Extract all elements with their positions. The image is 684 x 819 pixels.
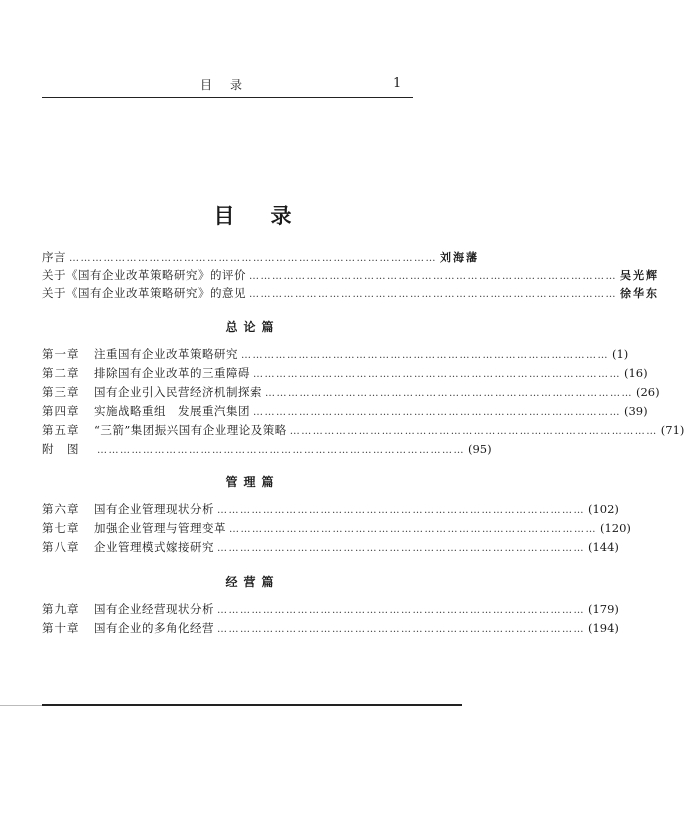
chapter-number: 第八章	[42, 540, 80, 554]
entry-page: (95)	[468, 442, 492, 456]
entry-title: 序言	[42, 250, 66, 264]
dot-leader: ……………………………………………………………………………………	[217, 624, 585, 635]
entry-title: 关于《国有企业改革策略研究》的评价	[42, 268, 246, 282]
dot-leader: ……………………………………………………………………………………	[69, 253, 437, 264]
dot-leader: ……………………………………………………………………………………	[265, 388, 633, 399]
entry-title: 实施战略重组 发展重汽集团	[94, 404, 250, 418]
page-number: 1	[393, 76, 402, 91]
toc-entry-chapter-10[interactable]	[42, 619, 619, 637]
entry-page: (194)	[588, 621, 619, 635]
section-heading: 经营篇	[225, 575, 280, 589]
running-head-title: 目录	[200, 78, 261, 92]
entry-page: (120)	[600, 521, 631, 535]
page-title: 目录	[213, 204, 328, 228]
entry-page: (26)	[636, 385, 660, 399]
chapter-number: 第七章	[42, 521, 80, 535]
toc-entry-appendix-figures[interactable]	[42, 440, 492, 458]
entry-page: (39)	[624, 404, 648, 418]
chapter-number: 第十章	[42, 621, 80, 635]
toc-entry-chapter-8[interactable]	[42, 538, 619, 556]
running-head	[0, 74, 505, 96]
entry-title: 国有企业引入民营经济机制探索	[94, 385, 262, 399]
section-heading: 总论篇	[225, 320, 280, 334]
chapter-number: 第四章	[42, 404, 80, 418]
chapter-number: 附 图	[42, 442, 80, 456]
entry-title: 排除国有企业改革的三重障碍	[94, 366, 250, 380]
dot-leader: ……………………………………………………………………………………	[249, 289, 617, 300]
entry-page: (179)	[588, 602, 619, 616]
section-heading: 管理篇	[225, 475, 280, 489]
dot-leader: ……………………………………………………………………………………	[217, 605, 585, 616]
entry-title: 关于《国有企业改革策略研究》的意见	[42, 286, 246, 300]
entry-page: (71)	[660, 423, 684, 437]
chapter-number: 第九章	[42, 602, 80, 616]
entry-page: (1)	[612, 347, 629, 361]
dot-leader: ……………………………………………………………………………………	[289, 426, 658, 437]
chapter-number: 第三章	[42, 385, 80, 399]
footer-rule	[42, 704, 462, 706]
entry-page: (102)	[588, 502, 619, 516]
dot-leader: ……………………………………………………………………………………	[217, 505, 585, 516]
toc-entry-evaluation[interactable]	[42, 266, 659, 284]
dot-leader: ……………………………………………………………………………………	[253, 407, 621, 418]
footer-rule-faint	[0, 705, 42, 706]
toc-entry-opinion[interactable]	[42, 284, 659, 302]
toc-entry-chapter-5[interactable]	[42, 421, 684, 439]
dot-leader: ……………………………………………………………………………………	[97, 445, 465, 456]
dot-leader: ……………………………………………………………………………………	[253, 369, 621, 380]
toc-entry-chapter-4[interactable]	[42, 402, 648, 420]
entry-title: “三箭”集团振兴国有企业理论及策略	[94, 423, 287, 437]
entry-title: 国有企业的多角化经营	[94, 621, 214, 635]
toc-entry-chapter-2[interactable]	[42, 364, 648, 382]
chapter-number: 第五章	[42, 423, 80, 437]
entry-title: 国有企业管理现状分析	[94, 502, 214, 516]
entry-author: 刘海藩	[440, 251, 479, 264]
toc-entry-chapter-7[interactable]	[42, 519, 631, 537]
chapter-number: 第二章	[42, 366, 80, 380]
entry-author: 徐华东	[620, 287, 659, 300]
toc-entry-chapter-1[interactable]	[42, 345, 629, 363]
toc-entry-chapter-9[interactable]	[42, 600, 619, 618]
entry-title: 加强企业管理与管理变革	[94, 521, 226, 535]
entry-author: 吴光辉	[620, 269, 659, 282]
dot-leader: ……………………………………………………………………………………	[249, 271, 617, 282]
chapter-number: 第六章	[42, 502, 80, 516]
entry-page: (16)	[624, 366, 648, 380]
entry-page: (144)	[588, 540, 619, 554]
dot-leader: ……………………………………………………………………………………	[229, 524, 597, 535]
dot-leader: ……………………………………………………………………………………	[241, 350, 609, 361]
toc-entry-chapter-3[interactable]	[42, 383, 660, 401]
entry-title: 企业管理模式嫁接研究	[94, 540, 214, 554]
toc-entry-chapter-6[interactable]	[42, 500, 619, 518]
toc-entry-preface[interactable]	[42, 248, 479, 266]
header-rule	[42, 97, 413, 98]
entry-title: 注重国有企业改革策略研究	[94, 347, 238, 361]
dot-leader: ……………………………………………………………………………………	[217, 543, 585, 554]
chapter-number: 第一章	[42, 347, 80, 361]
entry-title: 国有企业经营现状分析	[94, 602, 214, 616]
